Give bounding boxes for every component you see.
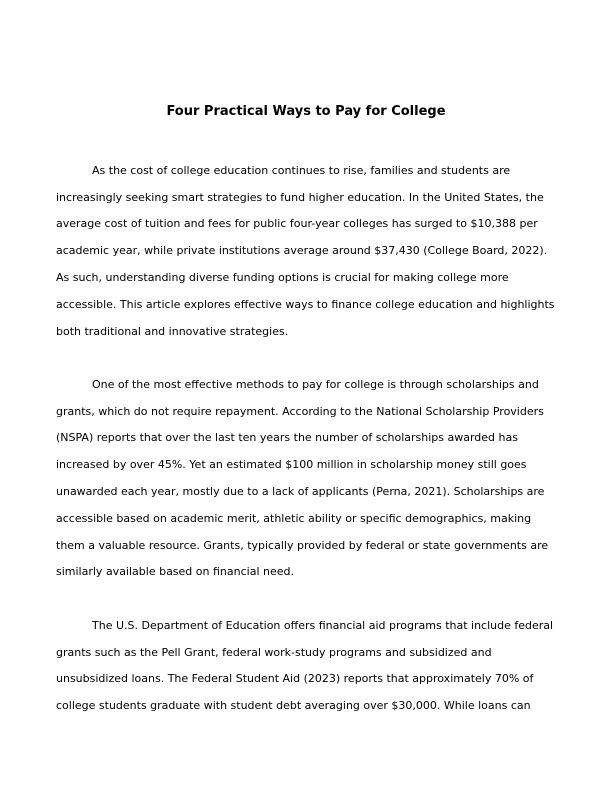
paragraph-3-line-1: The U.S. Department of Education offers financial aid programs that include federal <box>92 619 554 632</box>
paragraph-1-line-2: increasingly seeking smart strategies to fund higher education. In the United States, the <box>56 191 544 204</box>
paragraph-2-line-7: them a valuable resource. Grants, typically provided by federal or state governments are <box>56 539 549 552</box>
paragraph-2-line-5: unawarded each year, mostly due to a lack of applicants (Perna, 2021). Scholarships are <box>56 485 545 498</box>
paragraph-1-line-4: academic year, while private institutions average around $37,430 (College Board, 2022). <box>56 244 548 257</box>
paragraph-2-line-4: increased by over 45%. Yet an estimated $100 million in scholarship money still goes <box>56 458 527 471</box>
document-title: Four Practical Ways to Pay for College <box>166 104 446 119</box>
paragraph-2-line-8: similarly available based on financial need. <box>56 565 294 578</box>
paragraph-2-line-3: (NSPA) reports that over the last ten years the number of scholarships awarded has <box>56 431 518 444</box>
paragraph-1-line-1: As the cost of college education continues to rise, families and students are <box>92 164 511 177</box>
paragraph-2-line-6: accessible based on academic merit, athletic ability or specific demographics, making <box>56 512 532 525</box>
paragraph-1-line-3: average cost of tuition and fees for public four-year colleges has surged to $10,388 per <box>56 217 538 230</box>
paragraph-2-line-1: One of the most effective methods to pay for college is through scholarships and <box>92 378 539 391</box>
paragraph-3-line-3: unsubsidized loans. The Federal Student Aid (2023) reports that approximately 70% of <box>56 672 534 685</box>
paragraph-1-line-7: both traditional and innovative strategies. <box>56 325 289 338</box>
paragraph-1-line-5: As such, understanding diverse funding options is crucial for making college more <box>56 271 509 284</box>
paragraph-1-line-6: accessible. This article explores effective ways to finance college education and highlights <box>56 298 555 311</box>
paragraph-3-line-2: grants such as the Pell Grant, federal work-study programs and subsidized and <box>56 646 492 659</box>
paragraph-3-line-4: college students graduate with student debt averaging over $30,000. While loans can <box>56 699 531 712</box>
paragraph-2-line-2: grants, which do not require repayment. According to the National Scholarship Providers <box>56 405 544 418</box>
